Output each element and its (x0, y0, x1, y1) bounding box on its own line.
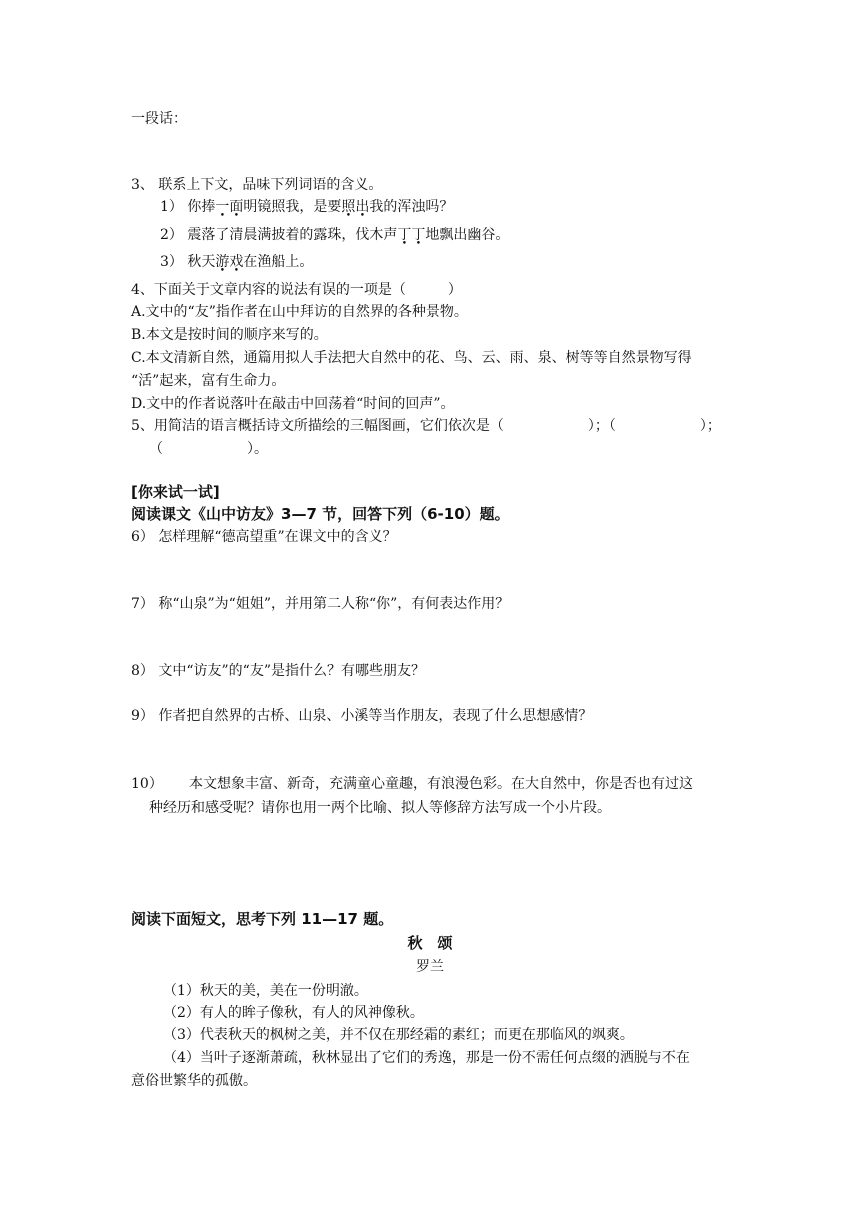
question-10-number: 10） (131, 776, 163, 792)
paragraph-1: （1）秋天的美，美在一份明澈。 (163, 983, 368, 999)
reading-heading: 阅读下面短文，思考下列 11—17 题。 (131, 910, 394, 928)
q4-option-b: B.本文是按时间的顺序来写的。 (131, 327, 328, 343)
article-author: 罗兰 (416, 959, 444, 975)
q4-option-c-cont: “活”起来，富有生命力。 (131, 373, 286, 389)
question-7: 7） 称“山泉”为“姐姐”，并用第二人称“你”，有何表达作用？ (131, 596, 510, 612)
item-number: 2） (160, 227, 183, 243)
q3-item-1 (160, 198, 453, 216)
q4-title: 4、下面关于文章内容的说法有误的一项是（ ） (131, 282, 462, 298)
item-text: 我的浑浊吗？ (369, 199, 454, 215)
question-9: 9） 作者把自然界的古桥、山泉、小溪等当作朋友，表现了什么思想感情？ (131, 708, 593, 724)
emphasized-char: 出 (355, 199, 370, 215)
emphasized-char: 游 (215, 254, 230, 270)
paragraph-2: （2）有人的眸子像秋，有人的风神像秋。 (163, 1005, 424, 1021)
paragraph-4: （4）当叶子逐渐萧疏，秋林显出了它们的秀逸，那是一份不需任何点缀的洒脱与不在 (163, 1050, 690, 1066)
item-text: 明镜照我，是要 (243, 199, 342, 215)
q5-line-2: （ ）。 (149, 441, 268, 457)
q4-option-d: D.文中的作者说落叶在敲击中回荡着“时间的回声”。 (131, 396, 455, 412)
emphasized-char: 丁 (411, 227, 426, 243)
question-6: 6） 怎样理解“德高望重”在课文中的含义？ (131, 529, 397, 545)
item-text: 地飘出幽谷。 (425, 227, 510, 243)
article-title: 秋 颂 (407, 934, 453, 952)
emphasized-char: 一 (215, 199, 230, 215)
question-10-text: 本文想象丰富、新奇，充满童心童趣，有浪漫色彩。在大自然中，你是否也有过这 (189, 776, 693, 792)
paragraph-4-cont: 意俗世繁华的孤傲。 (131, 1073, 257, 1089)
question-10-text-cont: 种经历和感受呢？请你也用一两个比喻、拟人等修辞方法写成一个小片段。 (149, 800, 611, 816)
question-8: 8） 文中“访友”的“友”是指什么？有哪些朋友？ (131, 663, 425, 679)
item-number: 3） (160, 254, 183, 270)
emphasized-char: 照 (341, 199, 356, 215)
q4-option-c: C.本文清新自然，通篇用拟人手法把大自然中的花、鸟、云、雨、泉、树等等自然景物写得 (131, 350, 692, 366)
emphasized-char: 面 (229, 199, 244, 215)
q5-line-1: 5、用简洁的语言概括诗文所描绘的三幅图画，它们依次是（ ）；（ ）； (131, 418, 721, 434)
item-text: 你捧 (187, 199, 216, 215)
paragraph-3: （3）代表秋天的枫树之美，并不仅在那经霜的素红；而更在那临风的飒爽。 (163, 1027, 634, 1043)
item-number: 1） (160, 199, 183, 215)
emphasized-char: 丁 (397, 227, 412, 243)
item-text: 在渔船上。 (243, 254, 314, 270)
q3-item-2 (160, 226, 509, 244)
try-subheading: 阅读课文《山中访友》3—7 节，回答下列（6-10）题。 (131, 505, 510, 523)
emphasized-char: 戏 (229, 254, 244, 270)
intro-text: 一段话： (131, 111, 187, 127)
item-text: 震落了清晨满披着的露珠，伐木声 (187, 227, 398, 243)
q4-option-a: A.文中的“友”指作者在山中拜访的自然界的各种景物。 (131, 304, 468, 320)
q3-item-3 (160, 253, 313, 271)
try-heading: [你来试一试] (131, 483, 220, 501)
q3-title: 3、 联系上下文，品味下列词语的含义。 (131, 177, 383, 193)
item-text: 秋天 (187, 254, 216, 270)
